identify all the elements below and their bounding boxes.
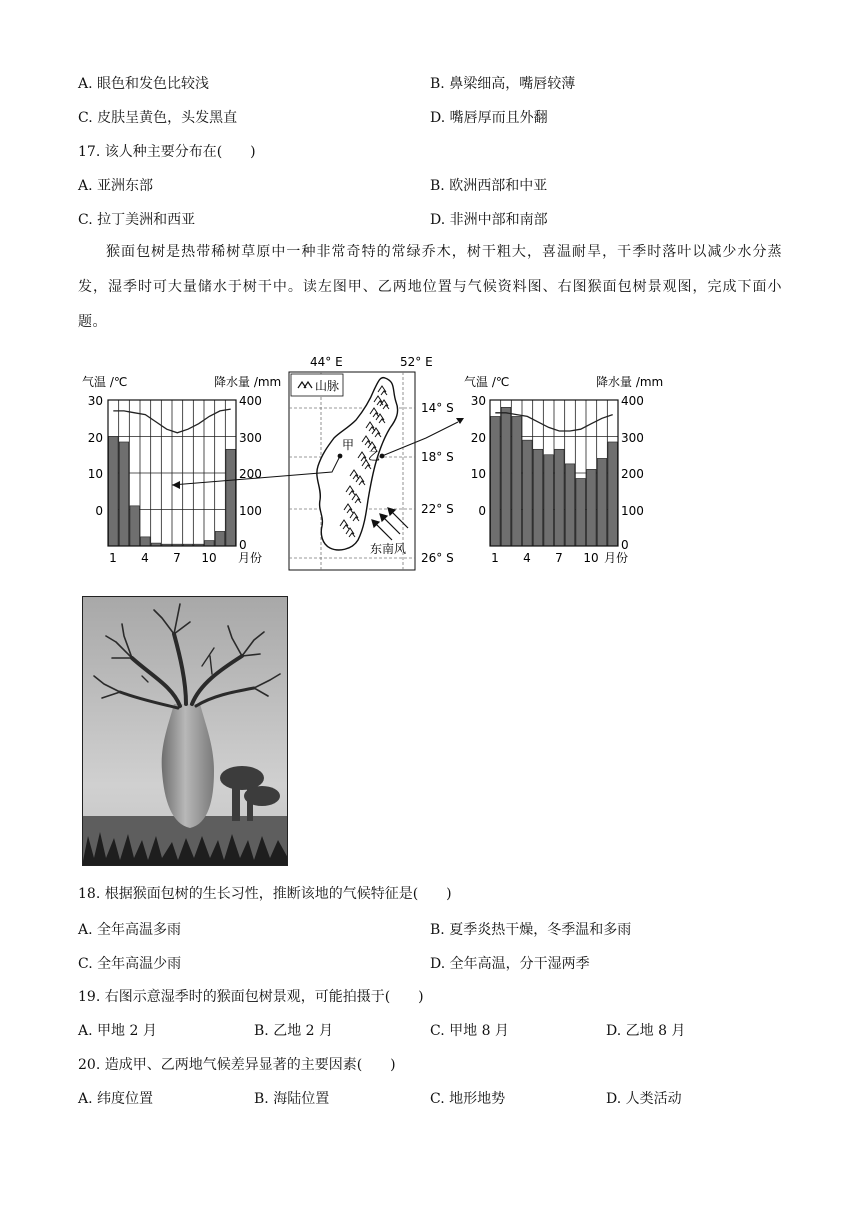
left-precip-bar [130, 506, 139, 546]
right-temp-axis-label: 气温 /℃ [464, 375, 510, 389]
right-precip-bar [555, 449, 564, 546]
q20-option-c: C. 地形地势 [430, 1091, 506, 1107]
left-precip-bar [141, 537, 150, 546]
left-precip-tick: 100 [239, 504, 262, 518]
left-month-tick: 4 [141, 551, 149, 565]
q19-stem: 19. 右图示意湿季时的猴面包树景观，可能拍摄于( ) [78, 989, 424, 1005]
left-precip-bar [226, 449, 235, 546]
right-precip-bar [576, 478, 585, 546]
lon-label-52: 52° E [400, 355, 433, 369]
climate-figure [78, 350, 664, 580]
right-temp-tick: 20 [470, 431, 486, 445]
right-precip-bar [544, 455, 553, 546]
q18-option-a: A. 全年高温多雨 [78, 922, 182, 938]
left-precip-tick: 0 [239, 538, 247, 552]
right-precip-bar [565, 464, 574, 546]
left-month-unit: 月份 [238, 551, 263, 565]
right-precip-tick: 100 [621, 504, 644, 518]
right-month-unit: 月份 [604, 551, 629, 565]
right-precip-bar [608, 442, 617, 546]
right-precip-bar [501, 407, 510, 546]
left-precip-axis-label: 降水量 /mm [214, 375, 282, 389]
right-precip-tick: 300 [621, 431, 644, 445]
right-precip-bar [512, 416, 521, 546]
q19-option-d: D. 乙地 8 月 [606, 1023, 686, 1039]
right-precip-bar [533, 449, 542, 546]
lat-label: 14° S [421, 401, 454, 415]
right-month-tick: 1 [491, 551, 499, 565]
right-climate-chart [464, 374, 663, 565]
left-month-tick: 10 [201, 551, 217, 565]
place-jia: 甲 [342, 438, 355, 452]
left-precip-tick: 300 [239, 431, 262, 445]
lat-label: 22° S [421, 502, 454, 516]
left-temp-axis-label: 气温 /℃ [82, 375, 128, 389]
right-temp-tick: 10 [470, 467, 486, 481]
lat-label: 26° S [421, 551, 454, 565]
left-temp-tick: 0 [95, 504, 103, 518]
q18-option-c: C. 全年高温少雨 [78, 956, 182, 972]
right-month-tick: 10 [583, 551, 599, 565]
q20-stem: 20. 造成甲、乙两地气候差异显著的主要因素( ) [78, 1057, 396, 1073]
q17-stem: 17. 该人种主要分布在( ) [78, 144, 256, 160]
mountain-legend-label: 山脉 [315, 379, 340, 393]
left-temp-tick: 20 [87, 431, 103, 445]
q16-option-a: A. 眼色和发色比较浅 [78, 76, 210, 92]
right-precip-bar [597, 458, 606, 546]
left-climate-chart [82, 374, 281, 565]
left-temp-tick: 10 [87, 467, 103, 481]
q17-option-a: A. 亚洲东部 [78, 178, 154, 194]
q16-option-d: D. 嘴唇厚而且外翻 [430, 110, 548, 126]
left-precip-bar [205, 541, 214, 546]
right-precip-tick: 400 [621, 394, 644, 408]
q20-option-a: A. 纬度位置 [78, 1091, 154, 1107]
reading-passage: 猴面包树是热带稀树草原中一种非常奇特的常绿乔木，树干粗大，喜温耐旱，干季时落叶以减少水分蒸发，湿季时可大量储水于树干中。读左图甲、乙两地位置与气候资料图、右图猴面包树景观图，完成下面小题。 [78, 244, 782, 330]
left-precip-bar [215, 531, 224, 546]
right-temp-tick: 0 [478, 504, 486, 518]
left-precip-bar [109, 437, 118, 547]
q17-option-c: C. 拉丁美洲和西亚 [78, 212, 196, 228]
q17-option-d: D. 非洲中部和南部 [430, 212, 548, 228]
q19-option-b: B. 乙地 2 月 [254, 1023, 333, 1039]
right-month-tick: 4 [523, 551, 531, 565]
left-precip-tick: 400 [239, 394, 262, 408]
q18-stem: 18. 根据猴面包树的生长习性，推断该地的气候特征是( ) [78, 886, 452, 902]
wind-label: 东南风 [370, 542, 407, 556]
left-temp-tick: 30 [87, 394, 103, 408]
island-outline [317, 378, 398, 550]
left-month-tick: 1 [109, 551, 117, 565]
q19-option-c: C. 甲地 8 月 [430, 1023, 509, 1039]
place-yi: 乙 [368, 449, 381, 463]
q16-option-b: B. 鼻梁细高，嘴唇较薄 [430, 76, 576, 92]
right-month-tick: 7 [555, 551, 563, 565]
q16-option-c: C. 皮肤呈黄色，头发黑直 [78, 110, 238, 126]
left-month-tick: 7 [173, 551, 181, 565]
left-precip-tick: 200 [239, 467, 262, 481]
q18-option-d: D. 全年高温，分干湿两季 [430, 956, 590, 972]
right-precip-tick: 200 [621, 467, 644, 481]
q19-option-a: A. 甲地 2 月 [78, 1023, 157, 1039]
right-precip-tick: 0 [621, 538, 629, 552]
left-precip-bar [119, 442, 128, 546]
right-precip-bar [491, 416, 500, 546]
q18-option-b: B. 夏季炎热干燥，冬季温和多雨 [430, 922, 632, 938]
q17-option-b: B. 欧洲西部和中亚 [430, 178, 548, 194]
lon-label-44: 44° E [310, 355, 343, 369]
baobab-photo [82, 596, 288, 866]
lat-label: 18° S [421, 450, 454, 464]
right-temp-tick: 30 [470, 394, 486, 408]
q20-option-b: B. 海陆位置 [254, 1091, 330, 1107]
right-precip-axis-label: 降水量 /mm [596, 375, 664, 389]
q20-option-d: D. 人类活动 [606, 1091, 682, 1107]
right-precip-bar [523, 440, 532, 546]
right-precip-bar [587, 469, 596, 546]
